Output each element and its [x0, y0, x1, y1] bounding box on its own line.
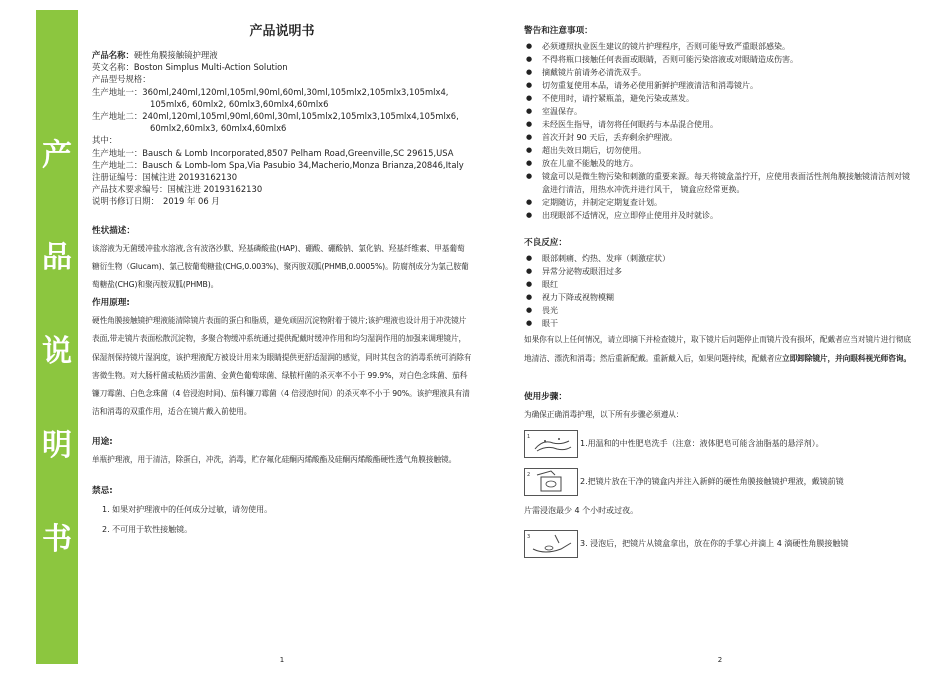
description-text: 该溶液为无菌缓冲盐水溶液,含有波洛沙默、羟基磷酸盐(HAP)、硼酸、硼酸钠、氯化钠、羟基纤维素、甲基葡萄糖衍生物（Glucam)、氯己胺葡萄糖盐(CHG,0.003%)、聚丙胺双胍(PHMB,0.0005%)。防腐剂成分为氯己胺葡萄糖盐(CHG)和聚丙胺双胍(PHMB)。: [92, 243, 469, 290]
list-item: ● 不使用时，请拧紧瓶盖，避免污染或蒸发。: [524, 92, 916, 105]
list-item: ● 放在儿童不能触及的地方。: [524, 157, 916, 170]
description-title: 性状描述：: [92, 225, 135, 236]
list-item: 1. 如果对护理液中的任何成分过敏，请勿使用。: [102, 504, 273, 514]
page-1: [92, 14, 472, 666]
site2-label: 生产地址二：: [92, 111, 143, 122]
sidebar-char: 品: [42, 240, 72, 275]
tech-requirement-number: 产品技术要求编号：国械注进 20193162130: [92, 184, 263, 195]
step-1: [524, 430, 916, 458]
step-2: [524, 468, 916, 496]
specs-label: 产品型号规格：: [92, 74, 151, 85]
adverse-title: 不良反应：: [524, 238, 567, 248]
list-item: ● 异常分泌物或眼泪过多: [524, 265, 916, 278]
list-item: ● 眼红: [524, 278, 916, 291]
product-meta: [92, 49, 472, 208]
warnings-list: [524, 40, 916, 222]
list-item: ● 不得将瓶口接触任何表面或眼睛，否则可能污染溶液或对眼睛造成伤害。: [524, 53, 916, 66]
principle-text: 硬性角膜接触镜护理液能清除镜片表面的蛋白和脂质，避免顽固沉淀物附着于镜片;该护理液也设计用于冲洗镜片表面,带走镜片表面松散沉淀物，多聚合物缓冲系统通过提供配戴时缓冲作用和均匀湿润作用的加强来调理镜片，保湿剂保持镜片湿润度，该护理液配方被设计用来为眼睛提供更舒适湿润的感觉，同时其包含的消毒系统可消除有害微生物。对大肠杆菌或粘质沙雷菌、金黄色葡萄球菌、绿脓杆菌的杀灭率不小于 99.9%，对白色念珠菌、茄科镰刀霉菌、白色念珠菌（4 倍浸泡时间)、茄科镰刀霉菌（4 倍浸泡时间）的杀灭率不小于 90%。该护理液具有清洁和消毒的双重作用，适合在镜片戴入前使用。: [92, 316, 472, 417]
sidebar-char: 书: [42, 522, 72, 557]
step-text: 1.用温和的中性肥皂洗手（注意：液体肥皂可能含油脂基的悬浮剂）。: [580, 439, 824, 449]
step-2-figure-number: 2: [527, 472, 531, 479]
steps-intro: 为确保正确消毒护理，以下所有步骤必须遵从：: [524, 410, 684, 419]
site1-label: 生产地址一：: [92, 86, 143, 97]
principle-title: 作用原理:: [92, 298, 130, 309]
revision-date-value: 2019 年 06 月: [163, 196, 220, 207]
among-label: 其中：: [92, 135, 118, 146]
list-item: ● 视力下降或视物模糊: [524, 291, 916, 304]
site2-line1: 240ml,120ml,105ml,90ml,60ml,30ml,105mlx2,105mlx3,105mlx4,105mlx6,: [142, 111, 459, 122]
list-item: ● 切勿重复使用本品，请务必使用新鲜护理液清洁和消毒镜片。: [524, 79, 916, 92]
step-text: 3. 浸泡后，把镜片从镜盒拿出，放在你的手掌心并滴上 4 滴硬性角膜接触镜: [580, 539, 849, 549]
hand-washing-illustration: [524, 430, 578, 458]
step-3-figure-number: 3: [527, 534, 531, 541]
list-item: ● 室温保存。: [524, 105, 916, 118]
step-text: 2.把镜片放在干净的镜盒内并注入新鲜的硬性角膜接触镜护理液，戴镜前镜: [580, 477, 844, 487]
list-item: ● 镜盒可以是微生物污染和刺激的重要来源。每天将镜盒盖拧开，应使用表面活性剂角膜接触镜清洁剂对镜盒进行清洁，用热水冲洗并进行风干， 镜盒应经常更换。: [524, 170, 916, 196]
list-item: ● 必须遵照执业医生建议的镜片护理程序，否则可能导致严重眼部感染。: [524, 40, 916, 53]
registration-number: 注册证编号：国械注进 20193162130: [92, 172, 238, 183]
page-2: [524, 14, 916, 666]
sidebar-char: 说: [42, 334, 72, 369]
site1-line2: 105mlx6, 60mlx2, 60mlx3,60mlx4,60mlx6: [150, 98, 329, 109]
page-title: 产品说明书: [249, 24, 315, 39]
product-name-value: 硬性角膜接触镜护理液: [133, 50, 218, 60]
step-text-continued: 片需浸泡最少 4 个小时或过夜。: [524, 506, 639, 516]
adverse-advice-text: 如果你有以上任何情况，请立即摘下并检查镜片，取下镜片后问题停止而镜片没有损坏，配戴者应当对镜片进行彻底地清洁、漂洗和消毒；然后重新配戴。重新戴入后，如果问题持续，配戴者应: [524, 335, 911, 363]
list-item: ● 出现眼部不适情况，应立即停止使用并及时就诊。: [524, 209, 916, 222]
list-item: ● 超出失效日期后，切勿使用。: [524, 144, 916, 157]
adverse-list: [524, 252, 916, 330]
adverse-advice-bold: 立即卸除镜片，并向眼科视光师咨询。: [781, 354, 911, 363]
contraindications-title: 禁忌:: [92, 485, 113, 496]
site1-line1: 360ml,240ml,120ml,105ml,90ml,60ml,30ml,105mlx2,105mlx3,105mlx4,: [142, 86, 449, 97]
usage-title: 用途:: [92, 437, 113, 448]
adverse-advice: [524, 330, 916, 368]
sidebar-char: 产: [42, 138, 72, 173]
list-item: ● 首次开封 90 天后，丢弃剩余护理液。: [524, 131, 916, 144]
address-2: 生产地址二：Bausch & Lomb-lom Spa,Via Pasubio 34,Macherio,Monza Brianza,20846,Italy: [92, 159, 464, 170]
list-item: ● 摘戴镜片前请务必清洗双手。: [524, 66, 916, 79]
page-number: 1: [279, 656, 285, 664]
site2-line2: 60mlx2,60mlx3, 60mlx4,60mlx6: [150, 123, 287, 134]
step-1-figure-number: 1: [527, 434, 531, 441]
steps-title: 使用步骤：: [524, 392, 567, 402]
warnings-title: 警告和注意事项：: [524, 26, 593, 36]
step-3: [524, 530, 916, 558]
product-name-row: [92, 49, 472, 61]
list-item: ● 畏光: [524, 304, 916, 317]
revision-date-row: [92, 195, 472, 207]
lens-in-palm-illustration: [524, 530, 578, 558]
list-item: ● 眼干: [524, 317, 916, 330]
list-item: ● 定期随访，并制定定期复查计划。: [524, 196, 916, 209]
lens-case-illustration: [524, 468, 578, 496]
contraindications-list: [92, 500, 472, 540]
revision-date-label: 说明书修订日期：: [92, 196, 159, 207]
site1-specs: [92, 86, 472, 98]
usage-text: 单瓶护理液，用于清洁，除蛋白，冲洗，消毒，贮存氟化硅酮丙烯酸酯及硅酮丙烯酸酯硬性透气角膜接触镜。: [92, 455, 457, 465]
product-name-label: 产品名称：: [92, 50, 134, 60]
list-item: 2. 不可用于软性接触镜。: [102, 524, 193, 534]
address-1: 生产地址一：Bausch & Lomb Incorporated,8507 Pelham Road,Greenville,SC 29615,USA: [92, 147, 454, 158]
english-name: 英文名称：Boston Simplus Multi-Action Solution: [92, 62, 288, 73]
sidebar-banner: [36, 10, 78, 664]
site2-specs: [92, 110, 472, 122]
page-number: 2: [717, 656, 723, 664]
list-item: ● 眼部刺痛、灼热、发痒（刺激症状）: [524, 252, 916, 265]
list-item: ● 未经医生指导，请勿将任何眼药与本品混合使用。: [524, 118, 916, 131]
sidebar-char: 明: [42, 428, 72, 463]
